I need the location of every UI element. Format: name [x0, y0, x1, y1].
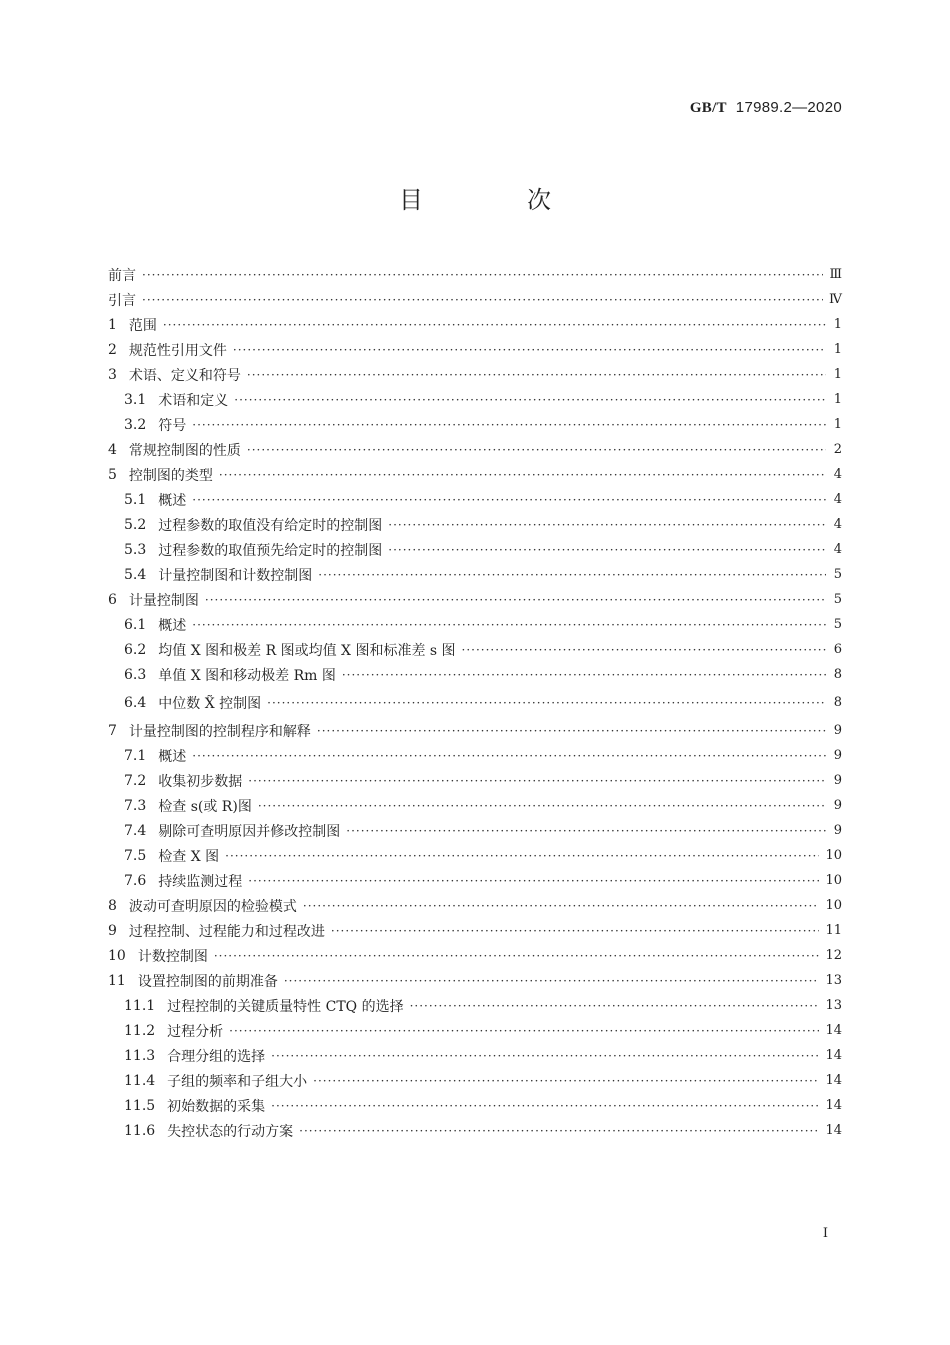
toc-leader-dots — [192, 749, 826, 763]
toc-entry-number: 7.5 — [124, 847, 147, 864]
toc-leader-dots — [271, 1049, 819, 1063]
toc-entry-page: 8 — [833, 695, 842, 710]
toc-entry-number: 6.2 — [124, 641, 147, 658]
toc-leader-dots — [142, 293, 823, 307]
toc-leader-dots — [313, 1074, 819, 1088]
toc-entry-title: 均值 X 图和极差 R 图或均值 X 图和标准差 s 图 — [158, 642, 456, 659]
standard-code — [690, 99, 842, 117]
toc-entry-page: 1 — [833, 367, 842, 382]
toc-entry-number: 5.3 — [124, 541, 147, 558]
toc-entry-page: Ⅲ — [829, 267, 842, 282]
toc-entry-number: 11.5 — [124, 1097, 156, 1114]
toc-leader-dots — [410, 999, 820, 1013]
toc-entry-title: 单值 X 图和移动极差 Rm 图 — [158, 667, 336, 684]
toc-entry-page: 12 — [825, 948, 842, 963]
toc-leader-dots — [331, 924, 820, 938]
toc-entry[interactable] — [108, 687, 842, 718]
toc-entry-page: 14 — [825, 1048, 842, 1063]
toc-entry-title: 过程控制、过程能力和过程改进 — [128, 923, 325, 940]
toc-entry-number: 11.1 — [124, 997, 156, 1014]
toc-entry-title: 过程参数的取值没有给定时的控制图 — [158, 517, 383, 534]
toc-leader-dots — [267, 696, 826, 710]
toc-entry-number: 4 — [108, 441, 117, 458]
toc-leader-dots — [234, 393, 826, 407]
toc-entry[interactable] — [108, 743, 842, 768]
toc-entry-page: 10 — [825, 898, 842, 913]
toc-entry[interactable] — [108, 262, 842, 287]
toc-entry[interactable] — [108, 387, 842, 412]
toc-entry-number: 7.3 — [124, 797, 147, 814]
toc-entry-title: 收集初步数据 — [158, 773, 243, 790]
toc-entry-page: 5 — [833, 567, 842, 582]
toc-entry-title: 概述 — [158, 617, 187, 634]
toc-entry-page: 8 — [833, 667, 842, 682]
toc-entry-page: 9 — [833, 798, 842, 813]
toc-entry[interactable] — [108, 437, 842, 462]
toc-entry-number: 6.1 — [124, 616, 147, 633]
toc-entry-page: 14 — [825, 1073, 842, 1088]
toc-entry-page: 13 — [825, 998, 842, 1013]
toc-entry[interactable] — [108, 462, 842, 487]
toc-entry-page: 10 — [825, 848, 842, 863]
toc-entry-title: 过程参数的取值预先给定时的控制图 — [158, 542, 383, 559]
toc-leader-dots — [205, 593, 826, 607]
toc-entry-page: 5 — [833, 592, 842, 607]
toc-entry[interactable] — [108, 287, 842, 312]
toc-leader-dots — [388, 543, 826, 557]
toc-entry-title: 术语和定义 — [158, 392, 229, 409]
toc-entry-number: 11 — [108, 972, 126, 989]
toc-entry-title: 计量控制图 — [128, 592, 199, 609]
toc-entry-title: 规范性引用文件 — [128, 342, 227, 359]
toc-leader-dots — [214, 949, 820, 963]
toc-entry[interactable] — [108, 487, 842, 512]
toc-entry-number: 7.6 — [124, 872, 147, 889]
toc-leader-dots — [303, 899, 820, 913]
toc-leader-dots — [248, 774, 826, 788]
toc-entry[interactable] — [108, 718, 842, 743]
toc-leader-dots — [318, 568, 826, 582]
toc-entry-number: 7.4 — [124, 822, 147, 839]
toc-entry-number: 7 — [108, 722, 117, 739]
toc-entry-number: 11.6 — [124, 1122, 156, 1139]
toc-leader-dots — [299, 1124, 819, 1138]
toc-entry-title: 常规控制图的性质 — [128, 442, 241, 459]
toc-entry-page: 2 — [833, 442, 842, 457]
toc-entry-number: 1 — [108, 316, 117, 333]
toc-entry[interactable] — [108, 312, 842, 337]
toc-entry[interactable] — [108, 512, 842, 537]
toc-entry[interactable] — [108, 793, 842, 818]
toc-leader-dots — [219, 468, 826, 482]
toc-entry[interactable] — [108, 943, 842, 968]
toc-entry-title: 子组的频率和子组大小 — [167, 1073, 308, 1090]
toc-leader-dots — [247, 368, 826, 382]
toc-entry-page: 14 — [825, 1023, 842, 1038]
toc-entry-page: 1 — [833, 392, 842, 407]
toc-entry-page: 14 — [825, 1123, 842, 1138]
toc-leader-dots — [271, 1099, 819, 1113]
toc-entry-page: 5 — [833, 617, 842, 632]
toc-leader-dots — [462, 643, 826, 657]
toc-entry-title: 失控状态的行动方案 — [167, 1123, 294, 1140]
toc-entry[interactable] — [108, 612, 842, 637]
toc-entry[interactable] — [108, 362, 842, 387]
toc-entry-page: 4 — [833, 542, 842, 557]
toc-entry[interactable] — [108, 968, 842, 993]
table-of-contents — [108, 262, 842, 1143]
toc-entry[interactable] — [108, 918, 842, 943]
toc-leader-dots — [346, 824, 826, 838]
toc-entry-number: 8 — [108, 897, 117, 914]
toc-entry[interactable] — [108, 1043, 842, 1068]
toc-entry[interactable] — [108, 1118, 842, 1143]
toc-leader-dots — [163, 318, 826, 332]
toc-entry-page: Ⅳ — [829, 292, 842, 307]
toc-entry-page: 1 — [833, 342, 842, 357]
toc-entry-title: 过程控制的关键质量特性 CTQ 的选择 — [167, 998, 404, 1015]
toc-entry-title: 引言 — [108, 292, 136, 309]
toc-entry-title: 前言 — [108, 267, 136, 284]
toc-entry-number: 7.2 — [124, 772, 147, 789]
toc-entry-page: 9 — [833, 748, 842, 763]
toc-entry[interactable] — [108, 868, 842, 893]
toc-leader-dots — [284, 974, 820, 988]
toc-entry[interactable] — [108, 818, 842, 843]
toc-entry-number: 7.1 — [124, 747, 147, 764]
toc-leader-dots — [229, 1024, 819, 1038]
toc-entry-page: 1 — [833, 317, 842, 332]
toc-leader-dots — [225, 849, 819, 863]
toc-entry-title: 波动可查明原因的检验模式 — [128, 898, 297, 915]
toc-entry-title: 计量控制图和计数控制图 — [158, 567, 313, 584]
toc-entry-title: 检查 s(或 R)图 — [158, 798, 252, 815]
toc-leader-dots — [248, 874, 819, 888]
toc-entry[interactable] — [108, 843, 842, 868]
toc-entry-page: 11 — [825, 923, 842, 938]
toc-entry-page: 10 — [825, 873, 842, 888]
toc-entry-number: 11.2 — [124, 1022, 156, 1039]
toc-entry-page: 9 — [833, 773, 842, 788]
toc-leader-dots — [142, 268, 823, 282]
toc-leader-dots — [233, 343, 826, 357]
toc-entry-title: 符号 — [158, 417, 187, 434]
toc-entry[interactable] — [108, 337, 842, 362]
toc-leader-dots — [192, 618, 826, 632]
toc-entry-page: 14 — [825, 1098, 842, 1113]
toc-entry-title: 过程分析 — [167, 1023, 224, 1040]
toc-entry-title: 概述 — [158, 492, 187, 509]
toc-leader-dots — [192, 493, 826, 507]
toc-entry-title: 术语、定义和符号 — [128, 367, 241, 384]
toc-entry[interactable] — [108, 412, 842, 437]
toc-entry-number: 2 — [108, 341, 117, 358]
standard-prefix: GB/T — [689, 100, 727, 116]
toc-entry-number: 10 — [108, 947, 126, 964]
toc-entry-page: 9 — [833, 723, 842, 738]
toc-entry[interactable] — [108, 893, 842, 918]
page-number: I — [822, 1226, 828, 1241]
toc-entry[interactable] — [108, 993, 842, 1018]
toc-entry-title: 概述 — [158, 748, 187, 765]
toc-entry[interactable] — [108, 662, 842, 687]
toc-entry-number: 5.2 — [124, 516, 147, 533]
toc-entry[interactable] — [108, 768, 842, 793]
toc-entry-title: 检查 X 图 — [158, 848, 220, 865]
page-title: 目 次 — [399, 186, 591, 214]
toc-entry-number: 6 — [108, 591, 117, 608]
toc-entry-number: 5 — [108, 466, 117, 483]
toc-entry-title: 剔除可查明原因并修改控制图 — [158, 823, 341, 840]
toc-entry[interactable] — [108, 562, 842, 587]
toc-entry[interactable] — [108, 637, 842, 662]
toc-entry-number: 3.2 — [124, 416, 147, 433]
toc-entry-title: 初始数据的采集 — [167, 1098, 266, 1115]
toc-entry-page: 9 — [833, 823, 842, 838]
toc-entry-number: 5.1 — [124, 491, 147, 508]
toc-entry-number: 3.1 — [124, 391, 147, 408]
toc-entry-number: 9 — [108, 922, 117, 939]
toc-entry[interactable] — [108, 1093, 842, 1118]
toc-entry-page: 4 — [833, 517, 842, 532]
toc-entry-title: 计量控制图的控制程序和解释 — [128, 723, 311, 740]
toc-entry-number: 6.3 — [124, 666, 147, 683]
toc-entry-page: 4 — [833, 467, 842, 482]
standard-number: 17989.2—2020 — [735, 99, 842, 116]
toc-leader-dots — [247, 443, 826, 457]
toc-entry-page: 6 — [833, 642, 842, 657]
toc-entry-title: 持续监测过程 — [158, 873, 243, 890]
toc-entry[interactable] — [108, 587, 842, 612]
toc-entry-page: 1 — [833, 417, 842, 432]
toc-leader-dots — [192, 418, 826, 432]
toc-entry[interactable] — [108, 537, 842, 562]
toc-leader-dots — [258, 799, 826, 813]
toc-entry-title: 中位数 X̃ 控制图 — [158, 695, 262, 712]
toc-entry-title: 合理分组的选择 — [167, 1048, 266, 1065]
toc-entry-page: 13 — [825, 973, 842, 988]
toc-entry-number: 5.4 — [124, 566, 147, 583]
toc-leader-dots — [388, 518, 826, 532]
toc-entry-number: 3 — [108, 366, 117, 383]
toc-leader-dots — [317, 724, 826, 738]
toc-entry[interactable] — [108, 1068, 842, 1093]
toc-entry-number: 6.4 — [124, 694, 147, 711]
toc-entry-number: 11.3 — [124, 1047, 156, 1064]
toc-entry-title: 计数控制图 — [137, 948, 208, 965]
toc-entry-number: 11.4 — [124, 1072, 156, 1089]
toc-entry-title: 控制图的类型 — [128, 467, 213, 484]
toc-leader-dots — [342, 668, 826, 682]
toc-entry-title: 范围 — [128, 317, 157, 334]
toc-entry-title: 设置控制图的前期准备 — [137, 973, 278, 990]
toc-entry[interactable] — [108, 1018, 842, 1043]
toc-entry-page: 4 — [833, 492, 842, 507]
